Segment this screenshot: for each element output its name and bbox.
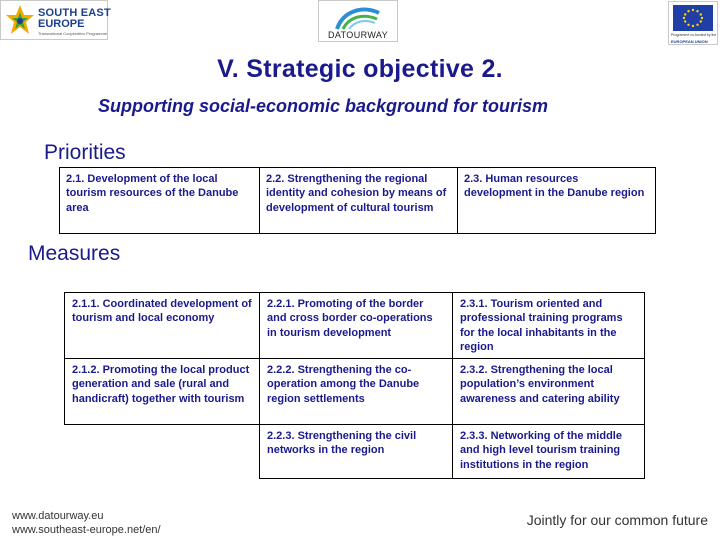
page-title: V. Strategic objective 2. [217,55,503,83]
measure-cell: 2.2.1. Promoting of the border and cross border co-operations in tourism development [260,293,453,359]
measures-table [64,292,645,479]
south-east-europe-logo [0,0,111,40]
measure-cell: 2.1.2. Promoting the local product generation and sale (rural and handicraft) together with tourism [65,359,260,425]
priorities-table [59,167,656,234]
eu-logo-caption: Programme co-funded by the [671,33,717,37]
measure-cell: 2.3.3. Networking of the middle and high level tourism training institutions in the region [453,425,645,479]
wave-icon [333,3,383,31]
measure-cell: 2.2.2. Strengthening the co-operation among the Danube region settlements [260,359,453,425]
southeast-europe-link[interactable]: www.southeast-europe.net/en/ [12,524,161,536]
logo-text-line2: EUROPE [38,18,85,30]
page-subtitle: Supporting social-economic background for tourism [98,96,549,116]
measures-heading: Measures [28,242,121,265]
priorities-heading: Priorities [44,141,126,164]
measure-cell: 2.1.1. Coordinated development of tourism and local economy [65,293,260,359]
measure-cell: 2.3.1. Tourism oriented and professional training programs for the local inhabitants in the region [453,293,645,359]
logo-text-line3: Transnational Cooperation Programme [38,31,107,36]
eu-logo-name: EUROPEAN UNION [671,39,708,44]
measure-cell-empty [65,425,260,479]
priority-cell: 2.1. Development of the local tourism resources of the Danube area [60,168,260,234]
datourway-logo [318,0,398,42]
measure-cell: 2.2.3. Strengthening the civil networks in the region [260,425,453,479]
logo-text-line1: SOUTH EAST [38,7,111,19]
footer-links [12,509,161,537]
star-emblem-icon [5,4,35,36]
table-row [60,168,656,234]
eu-flag-icon [673,5,713,31]
priority-cell: 2.2. Strengthening the regional identity and cohesion by means of development of cultural tourism [260,168,458,234]
measure-cell: 2.3.2. Strengthening the local population’s environment awareness and catering ability [453,359,645,425]
table-row [65,359,645,425]
eu-logo [668,1,718,45]
footer-tagline: Jointly for our common future [526,512,708,528]
table-row [65,425,645,479]
datourway-logo-text: DATOURWAY [327,30,389,40]
priority-cell: 2.3. Human resources development in the Danube region [458,168,656,234]
table-row [65,293,645,359]
datourway-link[interactable]: www.datourway.eu [12,510,104,522]
